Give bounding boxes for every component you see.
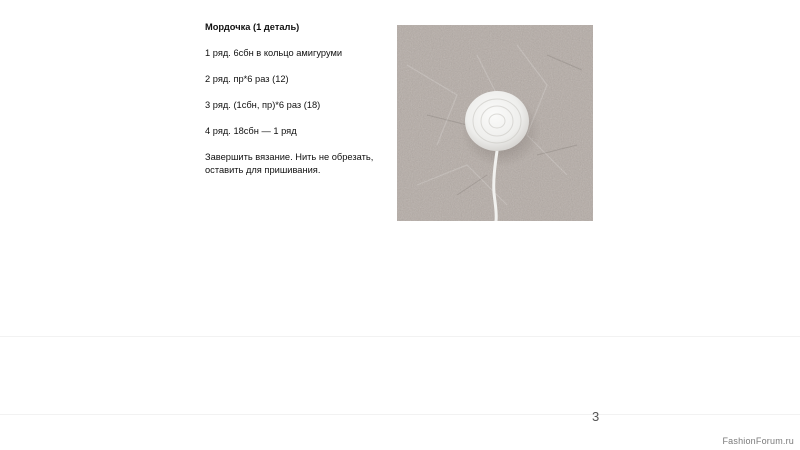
finishing-instruction: Завершить вязание. Нить не обрезать, оставить для пришивания.	[205, 152, 374, 175]
row-instruction-2: 2 ряд. пр*6 раз (12)	[205, 74, 289, 84]
divider-line	[0, 336, 800, 337]
watermark: FashionForum.ru	[722, 436, 794, 446]
divider-line	[0, 414, 800, 415]
crochet-muzzle-image	[397, 25, 593, 221]
row-instruction-4: 4 ряд. 18сбн — 1 ряд	[205, 126, 297, 136]
section-title: Мордочка (1 деталь)	[205, 22, 300, 32]
page-number: 3	[592, 409, 600, 424]
crochet-photo	[397, 25, 593, 221]
row-instruction-1: 1 ряд. 6сбн в кольцо амигуруми	[205, 48, 343, 58]
row-instruction-3: 3 ряд. (1сбн, пр)*6 раз (18)	[205, 100, 321, 110]
instructions-text	[205, 21, 385, 190]
